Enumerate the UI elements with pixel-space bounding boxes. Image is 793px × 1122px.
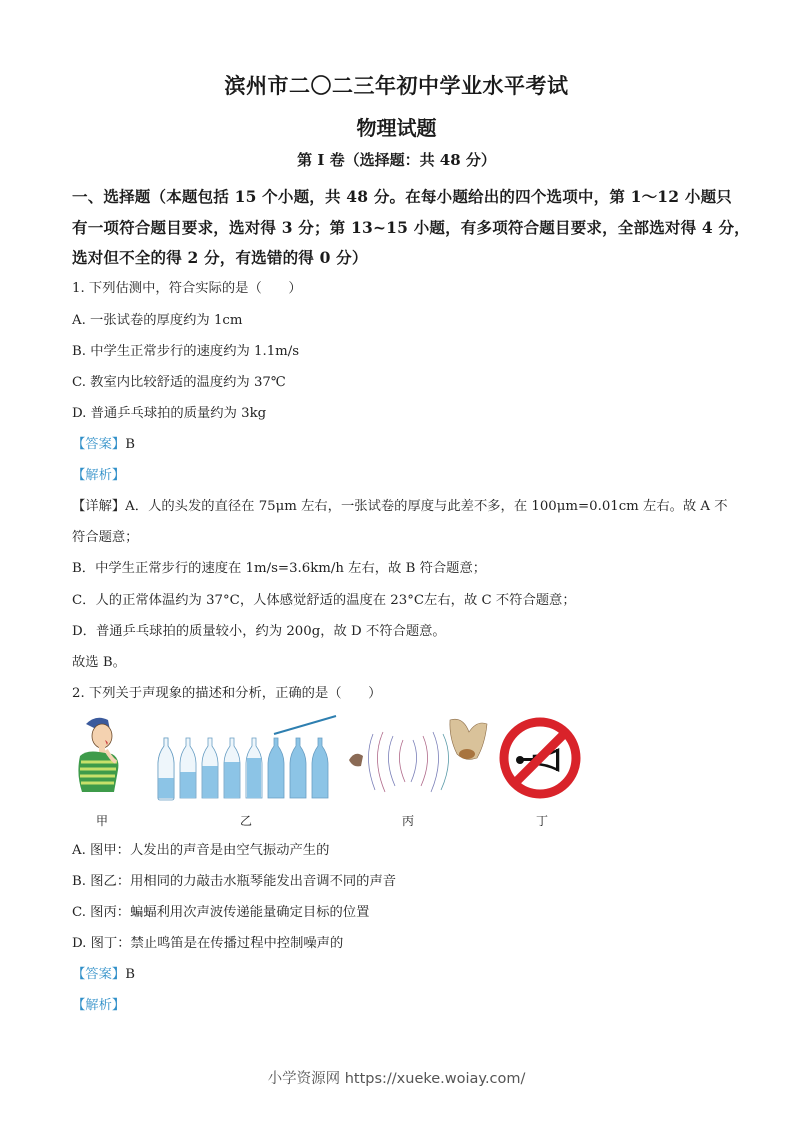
- answer-value: B: [125, 967, 135, 982]
- question-1-detail: C．人的正常体温约为 37°C，人体感觉舒适的温度在 23°C左右，故 C 不符合题意；: [72, 593, 576, 608]
- question-1-detail: 符合题意；: [72, 530, 139, 545]
- water-bottles-icon: [156, 714, 346, 802]
- question-1-option-b: B. 中学生正常步行的速度约为 1.1m/s: [72, 344, 300, 359]
- question-1-option-a: A. 一张试卷的厚度约为 1cm: [72, 313, 243, 328]
- question-1-stem: 1. 下列估测中，符合实际的是（ ）: [72, 281, 302, 296]
- answer-label: 【答案】: [72, 967, 126, 982]
- question-2-figure: [70, 712, 590, 828]
- instruction-line: 一、选择题（本题包括 15 个小题，共 48 分。在每小题给出的四个选项中，第 1～12 小题只: [72, 187, 732, 206]
- question-2-option-d: D. 图丁：禁止鸣笛是在传播过程中控制噪声的: [72, 936, 344, 951]
- question-1-option-c: C. 教室内比较舒适的温度约为 37℃: [72, 375, 286, 390]
- question-2-answer: [72, 963, 135, 982]
- no-honking-sign-icon: [498, 716, 582, 800]
- instruction-line: 选对但不全的得 2 分，有选错的得 0 分）: [72, 248, 368, 267]
- question-1-detail: 【详解】A．人的头发的直径在 75μm 左右，一张试卷的厚度与此差不多，在 100μm=0.01cm 左右。故 A 不: [72, 499, 728, 514]
- question-1-answer: [72, 433, 135, 452]
- question-2-option-a: A. 图甲：人发出的声音是由空气振动产生的: [72, 843, 330, 858]
- figure-label-jia: 甲: [96, 814, 109, 828]
- question-2-stem: 2. 下列关于声现象的描述和分析，正确的是（ ）: [72, 686, 382, 701]
- question-1-option-d: D. 普通乒乓球拍的质量约为 3kg: [72, 406, 267, 421]
- question-1-analysis-label: 【解析】: [72, 468, 126, 483]
- bat-echolocation-icon: [345, 714, 495, 802]
- question-1-detail: 故选 B。: [72, 655, 126, 670]
- section-heading: 第 I 卷（选择题：共 48 分）: [297, 151, 496, 169]
- instruction-line: 有一项符合题目要求，选对得 3 分；第 13~15 小题，有多项符合题目要求，全部选对得 4 分，: [72, 218, 750, 237]
- figure-label-ding: 丁: [536, 814, 549, 828]
- question-2-analysis-label: 【解析】: [72, 998, 126, 1013]
- footer-watermark: 小学资源网 https://xueke.woiay.com/: [267, 1071, 526, 1087]
- exam-title: 滨州市二〇二三年初中学业水平考试: [224, 73, 569, 98]
- figure-label-yi: 乙: [240, 814, 253, 828]
- person-speaking-icon: [72, 714, 128, 804]
- question-2-option-c: C. 图丙：蝙蝠利用次声波传递能量确定目标的位置: [72, 905, 370, 920]
- question-1-detail: B．中学生正常步行的速度在 1m/s=3.6km/h 左右，故 B 符合题意；: [72, 561, 487, 576]
- question-1-detail: D．普通乒乓球拍的质量较小，约为 200g，故 D 不符合题意。: [72, 624, 446, 639]
- question-2-option-b: B. 图乙：用相同的力敲击水瓶琴能发出音调不同的声音: [72, 874, 397, 889]
- figure-label-bing: 丙: [402, 814, 415, 828]
- answer-value: B: [125, 437, 135, 452]
- exam-subtitle: 物理试题: [356, 116, 437, 140]
- answer-label: 【答案】: [72, 437, 126, 452]
